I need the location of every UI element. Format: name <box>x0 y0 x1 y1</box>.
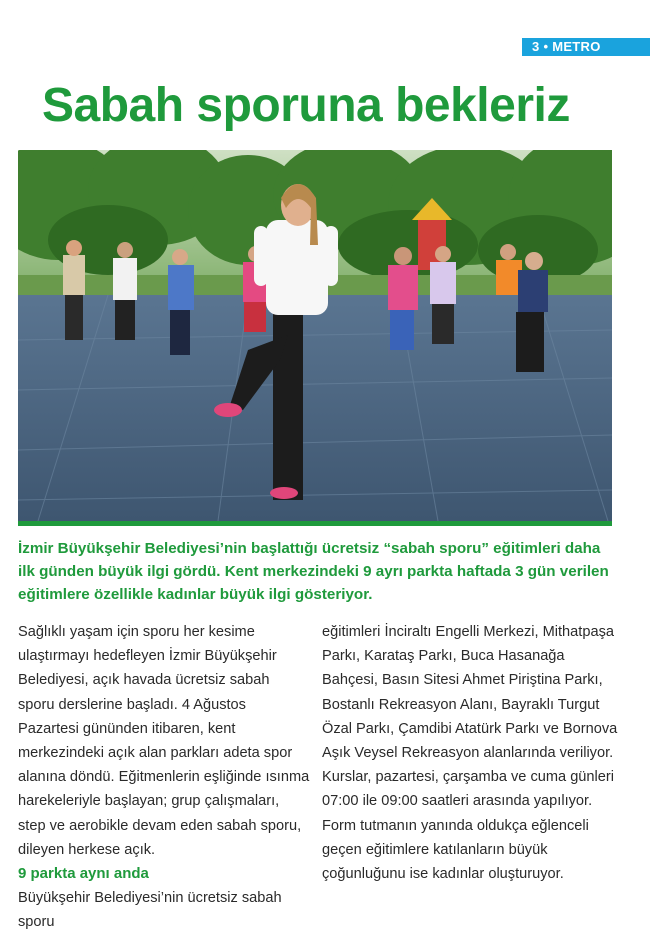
body-paragraph-1: Sağlıklı yaşam için sporu her kesime ulaştırmayı hedefleyen İzmir Büyükşehir Belediyesi, açık havada ücretsiz sabah sporu derslerine başladı. 4 Ağustos Pazartesi gününden itibaren, kent merkezindeki açık alan parkları adeta spor alanına döndü. Eğitmenlerin eşliğinde ısınma harekeleriyle başlayan; grup çalışmaları, step ve aerobikle devam eden sabah sporu, dileyen herkese açık. <box>18 624 310 858</box>
body-column-right <box>322 620 622 886</box>
photo-divider <box>18 521 612 526</box>
body-column-left <box>18 620 310 934</box>
body-paragraph-3: eğitimleri İnciraltı Engelli Merkezi, Mithatpaşa Parkı, Karataş Parkı, Buca Hasanağa Bahçesi, Basın Sitesi Ahmet Piriştina Parkı, Bostanlı Rekreasyon Alanı, Bayraklı Turgut Özal Parkı, Çamdibi Atatürk Parkı ve Bornova Aşık Veysel Rekreasyon alanlarında veriliyor. Kurslar, pazartesi, çarşamba ve cuma günleri 07:00 ile 09:00 saatleri arasında yapılıyor. Form tutmanın yanında oldukça eğlenceli geçen eğitimlere katılanların büyük çoğunluğunu ise kadınlar oluşturuyor. <box>322 624 618 883</box>
headline: Sabah sporuna bekleriz <box>42 79 570 132</box>
subheading: 9 parkta aynı anda <box>18 865 149 883</box>
lead-paragraph: İzmir Büyükşehir Belediyesi’nin başlattığı ücretsiz “sabah sporu” eğitimleri daha ilk günden büyük ilgi gördü. Kent merkezindeki 9 ayrı parkta haftada 3 gün verilen eğitimlere özellikle kadınlar büyük ilgi gösteriyor. <box>18 540 609 603</box>
body-paragraph-2: Büyükşehir Belediyesi’nin ücretsiz sabah sporu <box>18 890 282 931</box>
article-photo <box>18 150 612 521</box>
section-tag: 3 • METRO <box>522 38 650 56</box>
